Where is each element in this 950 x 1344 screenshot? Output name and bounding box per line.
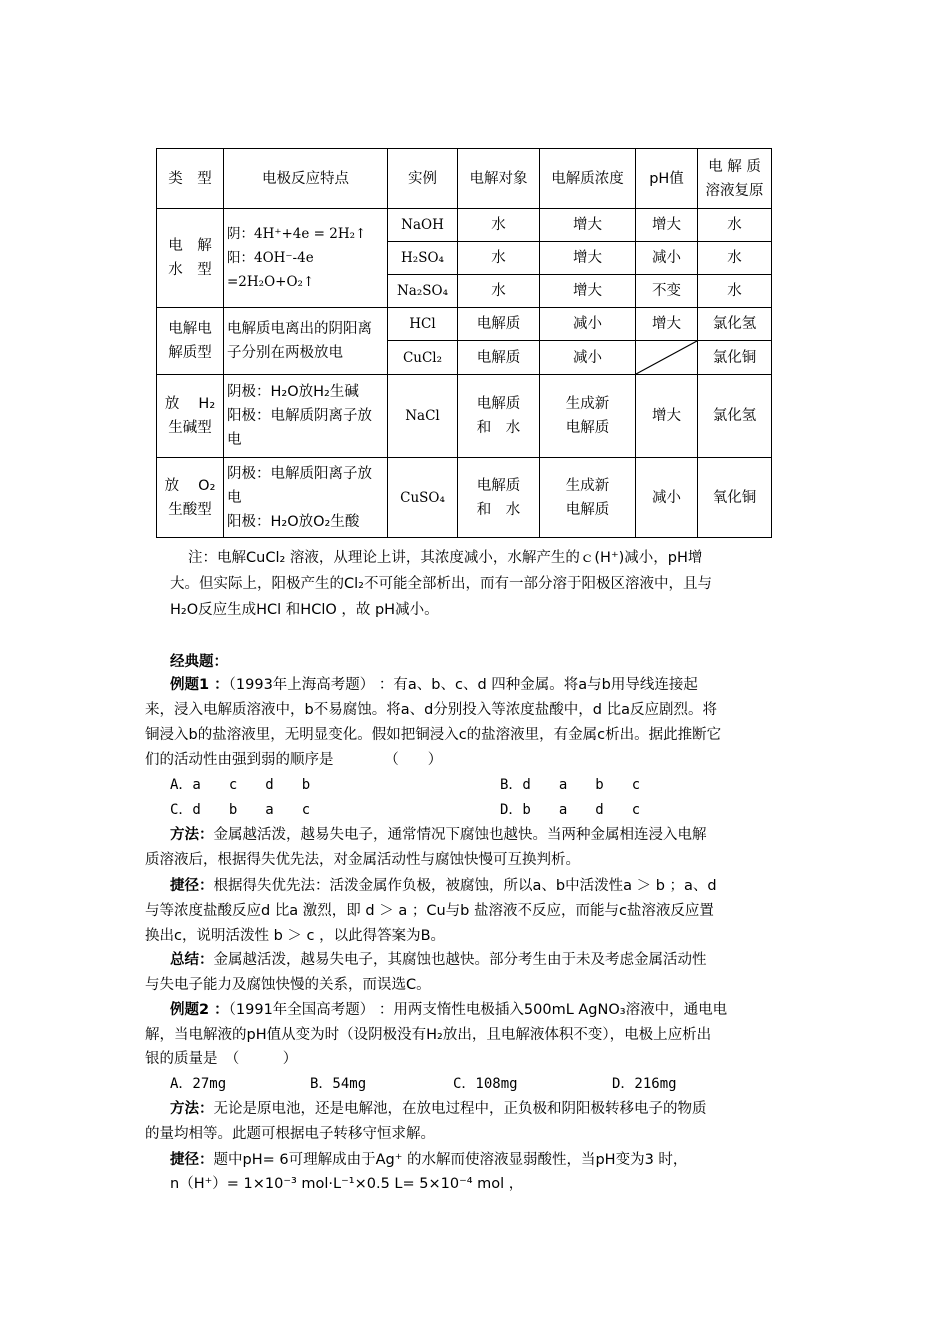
example1-label: 例题1 ：: [170, 677, 229, 693]
type-cell: 电解电 解质型: [157, 308, 224, 375]
example-cell: CuSO₄: [388, 458, 458, 538]
example1-shortcut-line-3: 换出c，说明活泼性 b ＞ c ，以此得答案为B。: [145, 928, 446, 944]
example1-method-line-1: 方法：金属越活泼，越易失电子，通常情况下腐蚀也越快。当两种金属相连浸入电解: [170, 827, 707, 843]
header-ph: pH值: [636, 149, 698, 209]
ph-cell: 增大: [636, 375, 698, 458]
object-cell: 电解质 和 水: [458, 458, 540, 538]
header-restore-line1: 电 解 质: [708, 158, 761, 175]
concentration-cell: 减小: [540, 308, 636, 341]
example2-line-3: 银的质量是 （ ）: [145, 1051, 298, 1067]
example2-method-line-1: 方法：无论是原电池，还是电解池，在放电过程中，正负极和阴阳极转移电子的物质: [170, 1101, 707, 1117]
example1-line-1: 例题1 ：（1993年上海高考题） ：有a、b、c、d 四种金属。将a与b用导线连接起: [170, 677, 698, 693]
example1-method-line-2: 质溶液后，根据得失优先法，对金属活动性与腐蚀快慢可互换判析。: [145, 852, 580, 868]
reaction-cell: 阴极：H₂O放H₂生碱 阳极：电解质阴离子放 电: [224, 375, 388, 458]
table-header-row: [157, 149, 772, 209]
table-row: [157, 458, 772, 538]
type-cell: 放 H₂ 生碱型: [157, 375, 224, 458]
restore-cell: 氯化铜: [698, 341, 772, 375]
example1-shortcut-line-1: 捷径：根据得失优先法：活泼金属作负极，被腐蚀，所以a、b中活泼性a ＞ b ；a、d: [170, 878, 717, 894]
example2-option-d: D．216mg: [612, 1076, 677, 1092]
reaction-cell: 阴：4H⁺+4e = 2H₂↑ 阳：4OH⁻-4e =2H₂O+O₂↑: [224, 209, 388, 308]
example1-summary-line-2: 与失电子能力及腐蚀快慢的关系，而误选C。: [145, 977, 431, 993]
example1-option-b: B．d a b c: [500, 777, 641, 793]
concentration-cell: 增大: [540, 209, 636, 242]
ph-cell: 增大: [636, 308, 698, 341]
example1-line-3: 铜浸入b的盐溶液里，无明显变化。假如把铜浸入c的盐溶液里，有金属c析出。据此推断它: [145, 727, 722, 743]
example2-line-1: 例题2 ：（1991年全国高考题） ：用两支惰性电极插入500mL AgNO₃溶液中，通电电: [170, 1002, 728, 1018]
example1-shortcut-line-2: 与等浓度盐酸反应d 比a 激烈，即 d ＞ a ；Cu与b 盐溶液不反应，而能与c盐溶液反应置: [145, 903, 714, 919]
ph-cell-diagonal: [636, 341, 698, 375]
section-heading: 经典题：: [170, 654, 228, 670]
header-object: 电解对象: [458, 149, 540, 209]
example-cell: CuCl₂: [388, 341, 458, 375]
restore-cell: 水: [698, 209, 772, 242]
object-cell: 电解质: [458, 308, 540, 341]
example-cell: NaOH: [388, 209, 458, 242]
header-reaction: 电极反应特点: [224, 149, 388, 209]
example-cell: HCl: [388, 308, 458, 341]
ph-cell: 减小: [636, 242, 698, 275]
concentration-cell: 生成新 电解质: [540, 458, 636, 538]
example2-label: 例题2 ：: [170, 1002, 229, 1018]
example-cell: Na₂SO₄: [388, 275, 458, 308]
type-cell: 电 解 水 型: [157, 209, 224, 308]
restore-cell: 水: [698, 275, 772, 308]
example1-option-c: C．d b a c: [170, 802, 311, 818]
type-cell: 放 O₂ 生酸型: [157, 458, 224, 538]
example-cell: NaCl: [388, 375, 458, 458]
object-cell: 水: [458, 275, 540, 308]
header-restore: [698, 149, 772, 209]
example1-option-d: D．b a d c: [500, 802, 641, 818]
note-line-2: 大。但实际上，阳极产生的Cl₂不可能全部析出，而有一部分溶于阳极区溶液中，且与: [170, 576, 712, 592]
example-cell: H₂SO₄: [388, 242, 458, 275]
example1-option-a: A．a c d b: [170, 777, 311, 793]
ph-cell: 增大: [636, 209, 698, 242]
reaction-cell: 阴极：电解质阳离子放 电 阳极：H₂O放O₂生酸: [224, 458, 388, 538]
example1-line-4: 们的活动性由强到弱的顺序是 （ ）: [145, 752, 443, 768]
table-row: [157, 308, 772, 341]
restore-cell: 氯化氢: [698, 308, 772, 341]
example1-summary-line-1: 总结：金属越活泼，越易失电子，其腐蚀也越快。部分考生由于未及考虑金属活动性: [170, 952, 707, 968]
example2-option-b: B．54mg: [310, 1076, 367, 1092]
electrolysis-table: [156, 148, 772, 538]
ph-cell: 减小: [636, 458, 698, 538]
object-cell: 水: [458, 209, 540, 242]
object-cell: 电解质 和 水: [458, 375, 540, 458]
example2-line-2: 解，当电解液的pH值从变为时（设阴极没有H₂放出，且电解液体积不变），电极上应析出: [145, 1027, 712, 1043]
example2-method-line-2: 的量均相等。此题可根据电子转移守恒求解。: [145, 1126, 435, 1142]
table-row: [157, 209, 772, 242]
header-restore-line2: 溶液复原: [705, 182, 764, 199]
diagonal-line: [636, 341, 697, 374]
example2-option-c: C．108mg: [453, 1076, 518, 1092]
header-example: 实例: [388, 149, 458, 209]
restore-cell: 水: [698, 242, 772, 275]
header-concentration: 电解质浓度: [540, 149, 636, 209]
object-cell: 电解质: [458, 341, 540, 375]
example2-shortcut-line-1: 捷径：题中pH= 6可理解成由于Ag⁺ 的水解而使溶液显弱酸性，当pH变为3 时，: [170, 1152, 688, 1168]
note-line-3: H₂O反应生成HCl 和HClO ，故 pH减小。: [170, 602, 439, 618]
restore-cell: 氧化铜: [698, 458, 772, 538]
header-type: 类 型: [157, 149, 224, 209]
concentration-cell: 增大: [540, 275, 636, 308]
note-line-1: 注：电解CuCl₂ 溶液，从理论上讲，其浓度减小，水解产生的ｃ(H⁺)减小，pH增: [188, 550, 703, 566]
example1-line-2: 来，浸入电解质溶液中，b不易腐蚀。将a、d分别投入等浓度盐酸中，d 比a反应剧烈。将: [145, 702, 717, 718]
concentration-cell: 减小: [540, 341, 636, 375]
concentration-cell: 增大: [540, 242, 636, 275]
example2-shortcut-line-2: n（H⁺）= 1×10⁻³ mol·L⁻¹×0.5 L= 5×10⁻⁴ mol ，: [170, 1176, 524, 1192]
restore-cell: 氯化氢: [698, 375, 772, 458]
reaction-cell: 电解质电离出的阴阳离 子分别在两极放电: [224, 308, 388, 375]
ph-cell: 不变: [636, 275, 698, 308]
concentration-cell: 生成新 电解质: [540, 375, 636, 458]
example2-option-a: A．27mg: [170, 1076, 227, 1092]
table-row: [157, 375, 772, 458]
object-cell: 水: [458, 242, 540, 275]
